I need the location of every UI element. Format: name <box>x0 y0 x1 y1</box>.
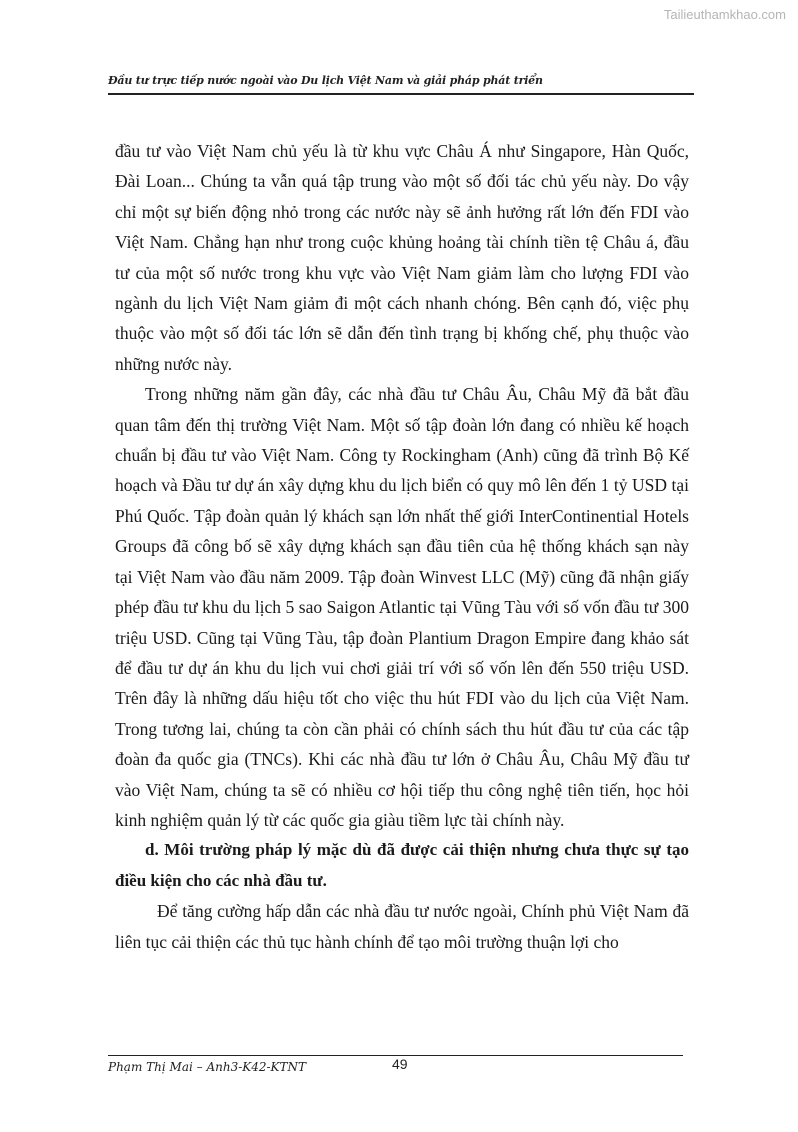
running-header-title: Đầu tư trực tiếp nước ngoài vào Du lịch Việt Nam và giải pháp phát triển <box>108 74 543 87</box>
body-paragraph-2: Trong những năm gần đây, các nhà đầu tư Châu Âu, Châu Mỹ đã bắt đầu quan tâm đến thị trường Việt Nam. Một số tập đoàn lớn đang có nhiều kế hoạch chuẩn bị đầu tư vào Việt Nam. Công ty Rockingham (Anh) cũng đã trình Bộ Kế hoạch và Đầu tư dự án xây dựng khu du lịch biển có quy mô lên đến 1 tỷ USD tại Phú Quốc. Tập đoàn quản lý khách sạn lớn nhất thế giới InterContinential Hotels Groups đã công bố sẽ xây dựng khách sạn đầu tiên của hệ thống khách sạn này tại Việt Nam vào đầu năm 2009. Tập đoàn Winvest LLC (Mỹ) cũng đã nhận giấy phép đầu tư khu du lịch 5 sao Saigon Atlantic tại Vũng Tàu với số vốn đầu tư 300 triệu USD. Cũng tại Vũng Tàu, tập đoàn Plantium Dragon Empire đang khảo sát để đầu tư dự án khu du lịch vui chơi giải trí với số vốn lên đến 550 triệu USD. Trên đây là những dấu hiệu tốt cho việc thu hút FDI vào du lịch của Việt Nam. Trong tương lai, chúng ta còn cần phải có chính sách thu hút đầu tư của các tập đoàn đa quốc gia (TNCs). Khi các nhà đầu tư lớn ở Châu Âu, Châu Mỹ đầu tư vào Việt Nam, chúng ta sẽ có nhiều cơ hội tiếp thu công nghệ tiên tiến, học hỏi kinh nghiệm quản lý từ các quốc gia giàu tiềm lực tài chính này. <box>115 384 689 830</box>
footer-author: Phạm Thị Mai – Anh3-K42-KTNT <box>108 1060 307 1074</box>
section-heading-d: d. Môi trường pháp lý mặc dù đã được cải thiện nhưng chưa thực sự tạo điều kiện cho các nhà đầu tư. <box>115 840 689 890</box>
document-body <box>115 136 689 957</box>
body-paragraph-3: Để tăng cường hấp dẫn các nhà đầu tư nước ngoài, Chính phủ Việt Nam đã liên tục cải thiện các thủ tục hành chính để tạo môi trường thuận lợi cho <box>115 901 689 952</box>
header-divider <box>108 93 694 95</box>
watermark-text: Tailieuthamkhao.com <box>663 7 786 22</box>
page-number: 49 <box>392 1056 408 1072</box>
body-paragraph-1: đầu tư vào Việt Nam chủ yếu là từ khu vực Châu Á như Singapore, Hàn Quốc, Đài Loan... Chúng ta vẫn quá tập trung vào một số đối tác chủ yếu này. Do vậy chỉ một sự biến động nhỏ trong các nước này sẽ ảnh hưởng rất lớn đến FDI vào Việt Nam. Chẳng hạn như trong cuộc khủng hoảng tài chính tiền tệ Châu á, đầu tư của một số nước trong khu vực vào Việt Nam giảm làm cho lượng FDI vào ngành du lịch Việt Nam giảm đi một cách nhanh chóng. Bên cạnh đó, việc phụ thuộc vào một số đối tác lớn sẽ dẫn đến tình trạng bị khống chế, phụ thuộc vào những nước này. <box>115 141 689 374</box>
